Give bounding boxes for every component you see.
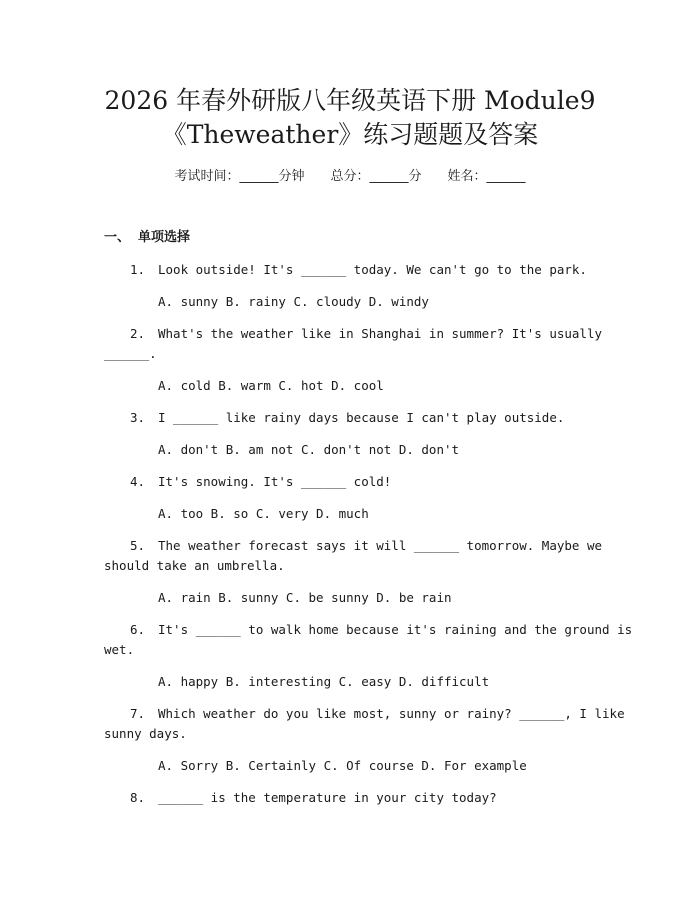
question-text: It's ______ to walk home because it's raining and the ground is <box>158 622 633 637</box>
question-options: A. cold B. warm C. hot D. cool <box>158 378 384 393</box>
question-text: It's snowing. It's ______ cold! <box>158 474 392 489</box>
document-title-line-1: 2026 年春外研版八年级英语下册 Module9 <box>104 86 596 115</box>
exam-score-label: 总分：______分 <box>330 169 422 184</box>
section-number: 一、 <box>104 230 131 245</box>
question-number: 5. <box>130 538 146 553</box>
question-text: I ______ like rainy days because I can't play outside. <box>158 410 565 425</box>
exam-time-label: 考试时间：______分钟 <box>174 169 305 184</box>
section-title: 单项选择 <box>138 230 191 245</box>
question-options: A. rain B. sunny C. be sunny D. be rain <box>158 590 452 605</box>
question-text: ______ is the temperature in your city today? <box>158 790 497 805</box>
question-number: 6. <box>130 622 146 637</box>
question-options: A. sunny B. rainy C. cloudy D. windy <box>158 294 429 309</box>
exam-name-label: 姓名：______ <box>447 169 526 184</box>
question-options: A. happy B. interesting C. easy D. difficult <box>158 674 490 689</box>
question-number: 4. <box>130 474 146 489</box>
question-text: The weather forecast says it will ______ tomorrow. Maybe we <box>158 538 603 553</box>
document-title-line-2: 《Theweather》练习题题及答案 <box>161 120 539 149</box>
question-options: A. too B. so C. very D. much <box>158 506 369 521</box>
question-text-continued: ______. <box>104 346 157 361</box>
question-text-continued: should take an umbrella. <box>104 558 285 573</box>
question-number: 7. <box>130 706 146 721</box>
question-number: 2. <box>130 326 146 341</box>
question-text-continued: wet. <box>104 642 135 657</box>
question-number: 1. <box>130 262 146 277</box>
section-heading <box>104 229 190 247</box>
question-options: A. Sorry B. Certainly C. Of course D. For example <box>158 758 527 773</box>
question-number: 8. <box>130 790 146 805</box>
question-number: 3. <box>130 410 146 425</box>
question-text: Which weather do you like most, sunny or rainy? ______, I like <box>158 706 625 721</box>
question-text: What's the weather like in Shanghai in summer? It's usually <box>158 326 603 341</box>
exam-meta-row <box>0 168 700 186</box>
question-options: A. don't B. am not C. don't not D. don't <box>158 442 460 457</box>
question-text: Look outside! It's ______ today. We can't go to the park. <box>158 262 587 277</box>
question-text-continued: sunny days. <box>104 726 187 741</box>
